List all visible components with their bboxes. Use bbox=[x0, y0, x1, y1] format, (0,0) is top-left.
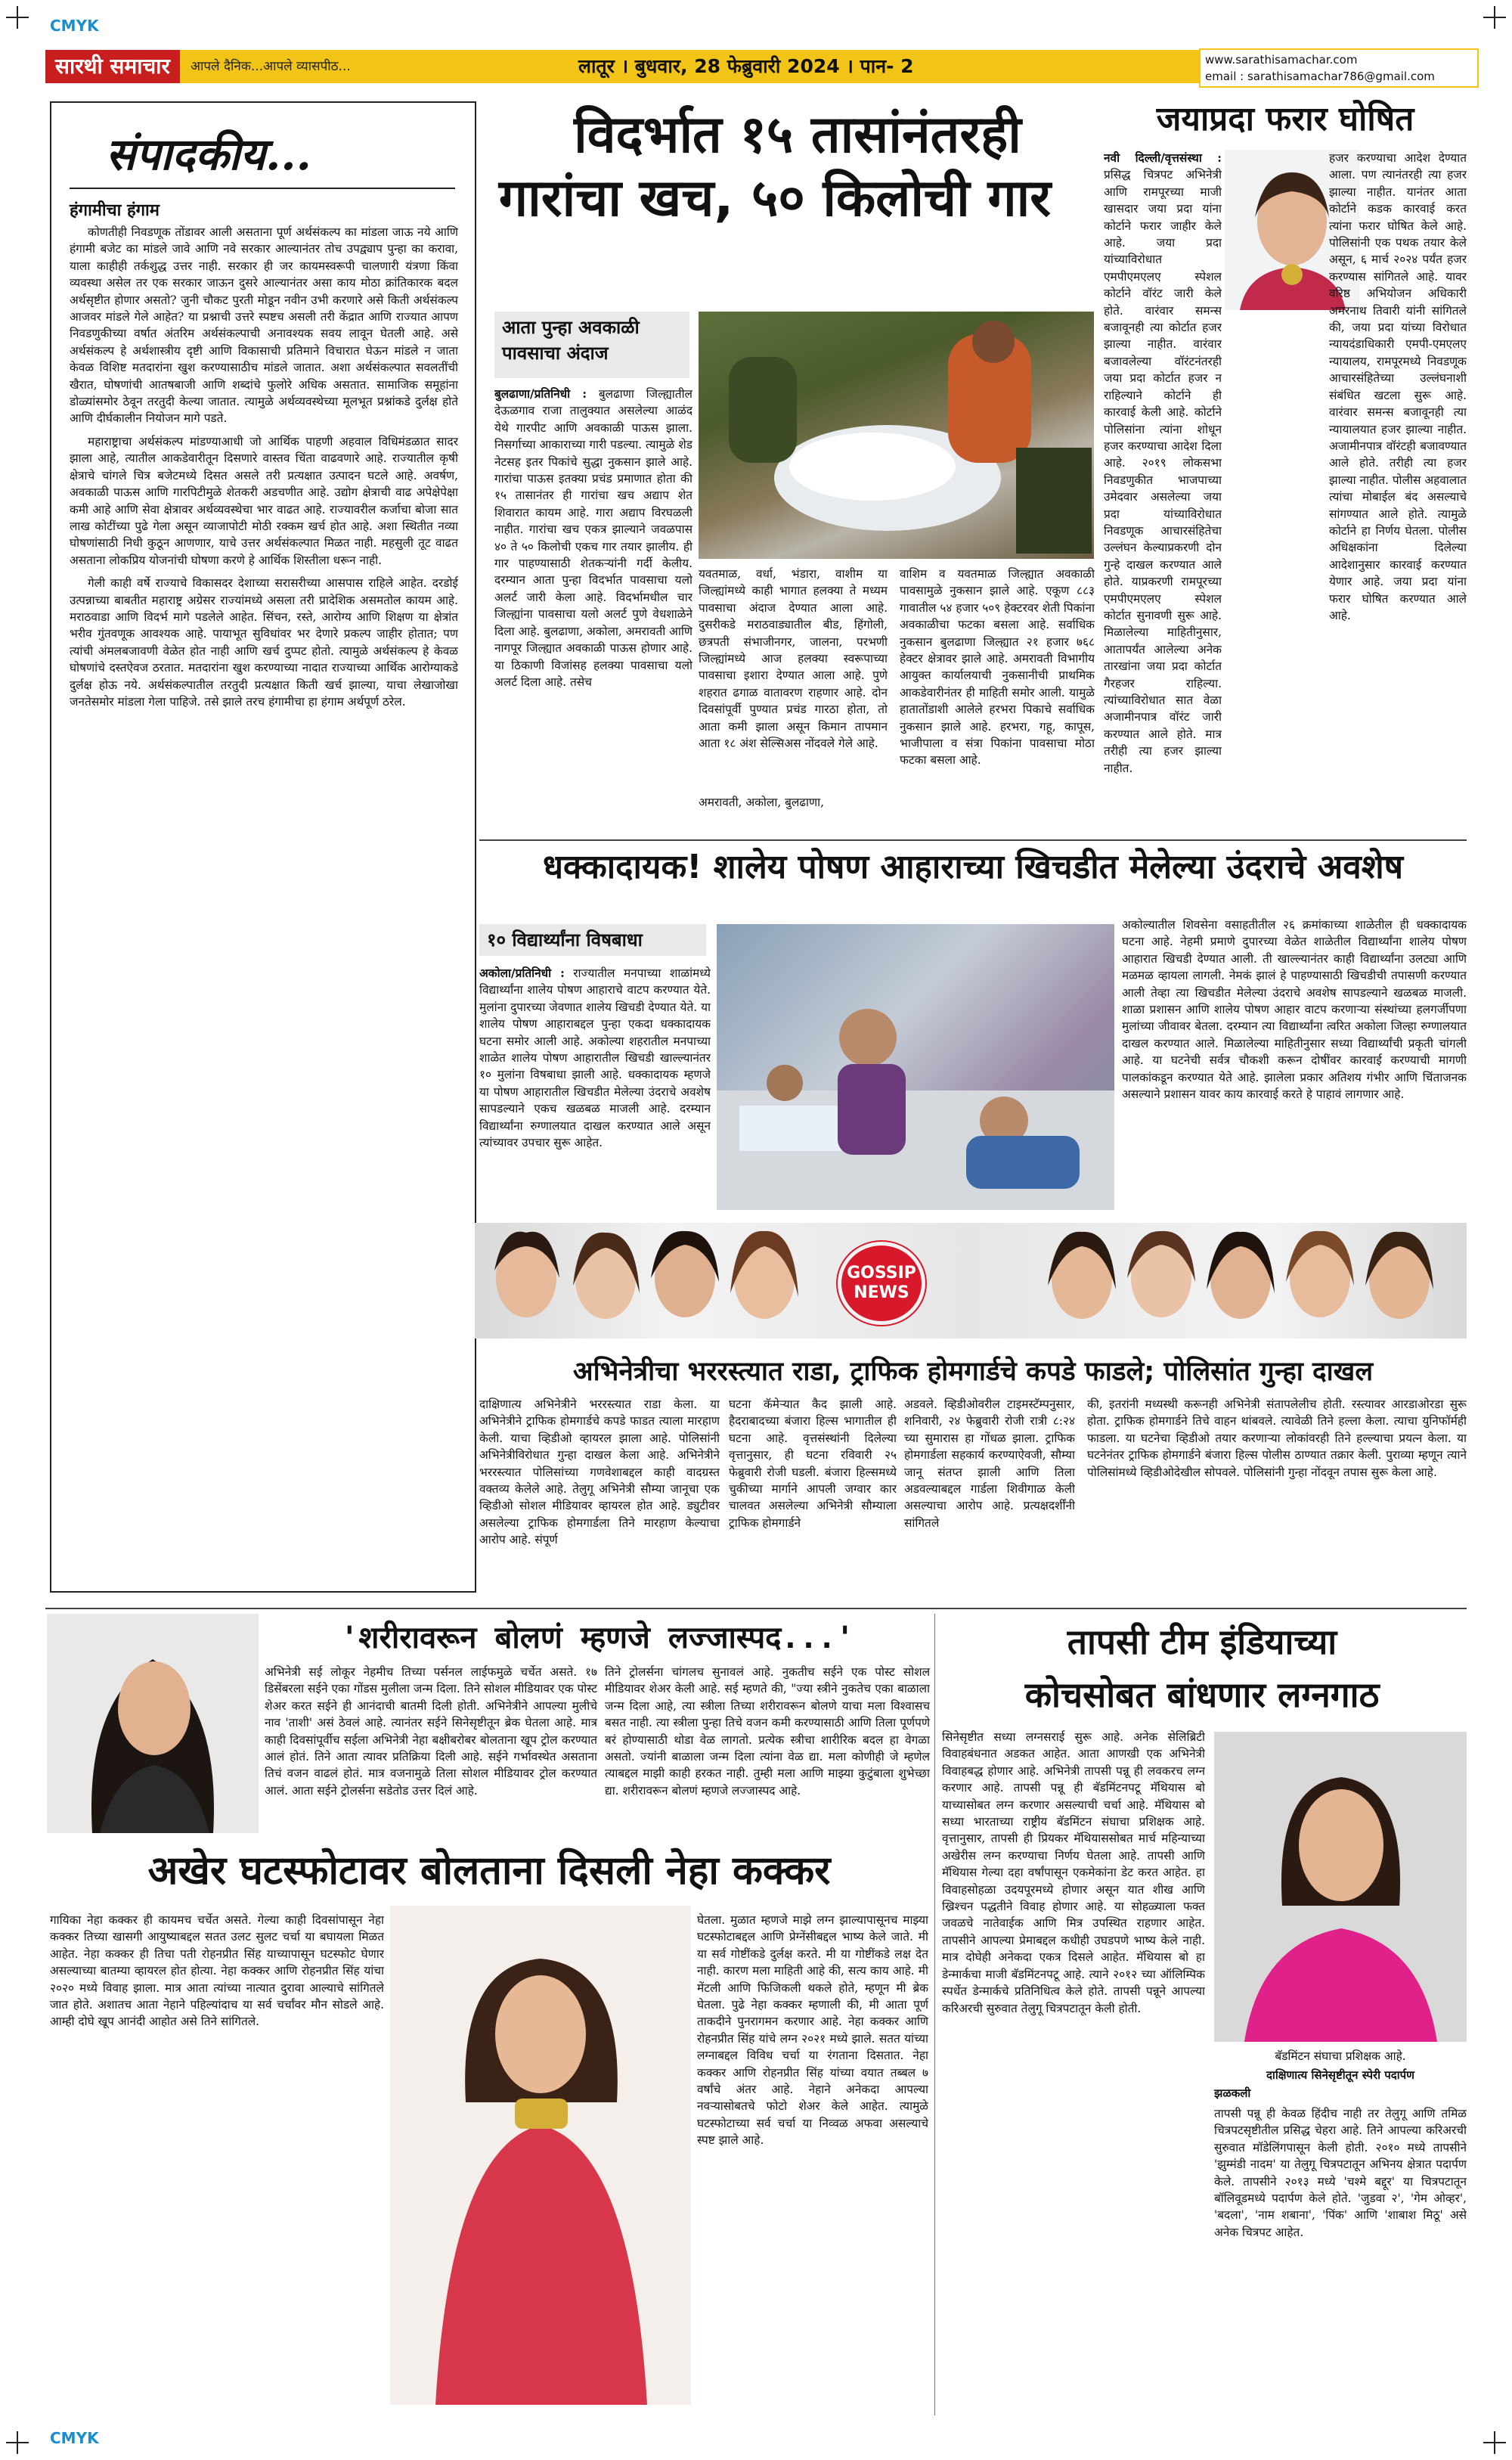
divider bbox=[45, 1608, 1467, 1609]
khichdi-photo bbox=[717, 924, 1114, 1210]
taapsee-headline-line1: तापसी टीम इंडियाच्या bbox=[1067, 1621, 1337, 1662]
hail-column-2 bbox=[699, 566, 888, 793]
jayaprada-headline: जयाप्रदा फरार घोषित bbox=[1156, 100, 1414, 138]
taapsee-text: तापसी पन्नू ही केवळ हिंदीच नाही तर तेलुगू आणि तमिळ चित्रपटसृष्टीतील प्रसिद्ध चेहरा आहे. तिने आपल्या करिअरची सुरुवात मॉडेलिंगपासून केली होती. २०१० मध्ये तापसीने 'झुम्मंडी नादम' या तेलुगू चित्रपटातून अभिनय क्षेत्रात पदार्पण केले. तापसीने २०१३ मध्ये 'चश्मे बद्दूर' या चित्रपटातून बॉलिवूडमध्ये पदार्पण केले होते. 'जुडवा २', 'गेम ओव्हर', 'बदला', 'नाम शबाना', 'पिंक' आणि 'शाबाश मिठू' असे अनेक चित्रपट आहेत. bbox=[1214, 2107, 1467, 2239]
registration-mark bbox=[1483, 2431, 1506, 2454]
khichdi-column-2 bbox=[1122, 917, 1467, 1216]
editorial-paragraph: गेली काही वर्षे राज्याचे विकासदर देशाच्या सरासरीच्या आसपास राहिले आहेत. दरडोई उत्पन्नाच्या बाबतीत महाराष्ट्र अग्रेसर राज्यांमध्ये असला तरी प्रादेशिक असमतोल कायम आहे. मराठवाडा आणि विदर्भ मागे पडलेले आहेत. सिंचन, रस्ते, आरोग्य आणि शिक्षण या क्षेत्रांत भरीव गुंतवणूक आवश्यक आहे. पायाभूत सुविधांवर भर देणारे प्रकल्प जाहीर होतात; पण त्यांची अंमलबजावणी वेळेत होत नाही आणि खर्च दुप्पट होतो. त्यामुळे अर्थसंकल्प हे केवळ घोषणांचे दस्तऐवज ठरतात. मतदारांना खुश करण्याच्या नादात राज्याच्या आर्थिक आरोग्याकडे दुर्लक्ष होऊ नये. अर्थसंकल्पातील तरतुदी प्रत्यक्षात किती खर्च झाल्या, याचा लेखाजोखा जनतेसमोर मांडला गेला पाहिजे. तसे झाले तरच हंगामीचा हा हंगाम अर्थपूर्ण ठरेल. bbox=[70, 576, 458, 709]
cmyk-label-top: CMYK bbox=[50, 17, 99, 35]
taapsee-text: सिनेसृष्टीत सध्या लग्नसराई सुरू आहे. अनेक सेलिब्रिटी विवाहबंधनात अडकत आहेत. आता आणखी एक अभिनेत्री विवाहबद्ध होणार आहे. अभिनेत्री तापसी पन्नू ही लवकरच लग्न करणार आहे. तापसी पन्नू ही बॅडमिंटनपटू मॅथियास बो याच्यासोबत लग्न करणार असल्याची चर्चा आहे. मॅथियास बो सध्या भारताच्या राष्ट्रीय बॅडमिंटन संघाचा प्रशिक्षक आहे. वृत्तानुसार, तापसी ही प्रियकर मॅथियाससोबत मार्च महिन्याच्या अखेरीस लग्न करण्याचा निर्णय घेतला आहे. तापसी आणि मॅथियास गेल्या दहा वर्षांपासून एकमेकांना डेट करत आहेत. हा विवाहसोहळा उदयपूरमध्ये होणार असून यात शीख आणि ख्रिश्चन पद्धतीने विवाह होणार आहे. या सोहळ्याला फक्त जवळचे नातेवाईक आणि मित्र उपस्थित राहणार आहेत. तापसीने आपल्या प्रेमाबद्दल कधीही उघडपणे भाष्य केले नाही. मात्र दोघेही अनेकदा एकत्र दिसले आहेत. मॅथियास बो हा डेन्मार्कचा माजी बॅडमिंटनपटू आहे. त्याने २०१२ च्या ऑलिम्पिक स्पर्धेत डेन्मार्कचे प्रतिनिधित्व केले होते. तापसी पन्नूने आपल्या करिअरची सुरुवात तेलुगू चित्रपटातून केली होती. bbox=[942, 1730, 1205, 2015]
gossip-news-badge bbox=[841, 1246, 922, 1321]
sai-headline: 'शरीरावरून बोलणं म्हणजे लज्जास्पद...' bbox=[340, 1621, 854, 1655]
taapsee-column-2 bbox=[1214, 2105, 1467, 2409]
jayaprada-text: प्रसिद्ध चित्रपट अभिनेत्री आणि रामपूरच्या माजी खासदार जया प्रदा यांना कोर्टाने फरार जाहीर केले आहे. जया प्रदा यांच्याविरोधात एमपीएमएलए स्पेशल कोर्टाने वॉरंट जारी केले होते. वारंवार समन्स बजावूनही त्या कोर्टात हजर झाल्या नाहीत. वारंवार बजावलेल्या वॉरंटनंतरही जया प्रदा कोर्टात हजर न राहिल्याने कोर्टाने ही कारवाई केली आहे. कोर्टाने पोलिसांना त्यांना शोधून हजर करण्याचा आदेश दिला आहे. २०१९ लोकसभा निवडणुकीत भाजपाच्या उमेदवार असलेल्या जया प्रदा यांच्याविरोधात निवडणूक आचारसंहितेचा उल्लंघन केल्याप्रकरणी दोन गुन्हे दाखल करण्यात आले होते. याप्रकरणी रामपूरच्या एमपीएमएलए स्पेशल कोर्टात सुनावणी सुरू आहे. मिळालेल्या माहितीनुसार, आतापर्यंत आलेल्या अनेक तारखांना जया प्रदा कोर्टात गैरहजर राहिल्या. त्यांच्याविरोधात सात वेळा अजामीनपात्र वॉरंट जारी करण्यात आले होते. मात्र तरीही त्या हजर झाल्या नाहीत. bbox=[1104, 168, 1222, 775]
taapsee-photo bbox=[1214, 1732, 1467, 2042]
actress-headline: अभिनेत्रीचा भररस्त्यात राडा, ट्राफिक होमगार्डचे कपडे फाडले; पोलिसांत गुन्हा दाखल bbox=[572, 1357, 1374, 1387]
hail-text: यवतमाळ, वर्धा, भंडारा, वाशीम या जिल्ह्यांमध्ये काही भागात हलक्या ते मध्यम पावसाचा अंदाज देण्यात आला आहे. दुसरीकडे मराठवाड्यातील बीड, हिंगोली, छत्रपती संभाजीनगर, जालना, परभणी जिल्ह्यांमध्ये आज हलक्या स्वरूपाच्या पावसाचा इशारा देण्यात आला आहे. पुणे शहरात ढगाळ वातावरण राहणार आहे. दोन दिवसांपूर्वी पुण्यात प्रचंड गारठा होता, तो आता कमी झाला असून किमान तापमान आता १८ अंश सेल्सिअस नोंदवले गेले आहे. bbox=[699, 567, 888, 751]
taapsee-column-1 bbox=[942, 1729, 1205, 2409]
khichdi-text: राज्यातील मनपाच्या शाळांमध्ये विद्यार्थ्यांना शालेय पोषण आहाराचे वाटप करण्यात येते. मुलांना दुपारच्या जेवणात शालेय खिचडी देण्यात येते. या शालेय पोषण आहाराबद्दल पुन्हा एकदा धक्कादायक घटना समोर आली आहे. अकोल्या शहरातील मनपाच्या शाळेत शालेय पोषण आहारातील खिचडी खाल्ल्यानंतर १० मुलांना विषबाधा झाली आहे. धक्कादायक म्हणजे या पोषण आहारातील खिचडीत मेलेल्या उंदराचे अवशेष सापडल्याने एकच खळबळ माजली आहे. दरम्यान विद्यार्थ्यांना रुग्णालयात दाखल करण्यात आले असून त्यांच्यावर उपचार सुरू आहेत. bbox=[479, 966, 711, 1150]
taapsee-headline-line2: कोचसोबत बांधणार लग्नगाठ bbox=[1024, 1674, 1380, 1715]
neha-text: घेतला. मुळात म्हणजे माझे लग्न झाल्यापासूनच माझ्या घटस्फोटाबद्दल आणि प्रेग्नेंसीबद्दल भाष्य केले जाते. मी या सर्व गोष्टींकडे दुर्लक्ष करते. मी या गोष्टींकडे लक्ष देत नाही. कारण मला माहिती आहे की, सत्य काय आहे. मी मेंटली आणि फिजिकली थकले होते, म्हणून मी ब्रेक घेतला. पुढे नेहा कक्कर म्हणाली की, मी आता पूर्ण ताकदीने पुनरागमन करणार आहे. नेहा कक्कर आणि रोहनप्रीत सिंह यांचे लग्न २०२१ मध्ये झाले. सतत यांच्या लग्नाबद्दल विविध चर्चा या रंगताना दिसतात. नेहा कक्कर आणि रोहनप्रीत सिंह यांच्या वयात तब्बल ७ वर्षांचे अंतर आहे. नेहाने अनेकदा आपल्या नवऱ्यासोबतचे फोटो शेअर केले आहेत. त्यामुळे घटस्फोटाच्या सर्व चर्चा या निव्वळ अफवा असल्याचे स्पष्ट झाले आहे. bbox=[697, 1913, 928, 2148]
khichdi-photo-illustration bbox=[717, 924, 1114, 1210]
actress-text: दाक्षिणात्य अभिनेत्रीने भररस्त्यात राडा केला. या अभिनेत्रीने ट्राफिक होमगार्डचे कपडे फाडत त्याला मारहाण केली. याचा व्हिडीओ व्हायरल झाला आहे. पोलिसांनी अभिनेत्रीविरोधात गुन्हा दाखल केला आहे. अभिनेत्रीने भररस्त्यात पोलिसांच्या गणवेशाबद्दल काही वादग्रस्त वक्तव्य केलेले आहे. तेलुगू अभिनेत्री सौम्या जानूचा एक व्हिडीओ सोशल मीडियावर व्हायरल होत आहे. ड्युटीवर असलेल्या ट्राफिक होमगार्डला तिने मारहाण केल्याचा आरोप आहे. संपूर्ण bbox=[479, 1398, 720, 1547]
sai-text: तिने ट्रोलर्सना चांगलच सुनावलं आहे. नुकतीच सईने एक पोस्ट सोशल मीडियावर शेअर केली आहे. सई म्हणते की, "ज्या स्त्रीने नुकतेच एका बाळाला जन्म दिला आहे, त्या स्त्रीला तिच्या शरीरावरून बोलणे याचा मला विश्वासच बसत नाही. त्या स्त्रीला पुन्हा तिचे वजन कमी करण्यासाठी आणि तिला पूर्णपणे बरं होण्यासाठी थोडा वेळ लागतो. प्रत्येक स्त्रीचा शारीरिक बदल हा वेगळा असतो. ज्यांनी बाळाला जन्म दिला त्यांना वेळ द्या. मला कोणीही जे म्हणेल त्याबद्दल माझी काही हरकत नाही. तुम्ही मला आणि माझ्या कुटुंबाला शुभेच्छा द्या. शरीरावरून बोलणं म्हणजे लज्जास्पद आहे. bbox=[605, 1665, 930, 1798]
actress-column-1 bbox=[479, 1396, 720, 1585]
taapsee-column2-head: दाक्षिणात्य सिनेसृष्टीतून स्पेरी पदार्पण bbox=[1266, 2068, 1415, 2082]
hail-text: वाशिम व यवतमाळ जिल्ह्यात अवकाळी पावसामुळे नुकसान झाले आहे. एकूण ८८३ गावातील ५४ हजार ५०९ हेक्टरवर शेती पिकांना अवकाळीचा फटका बसला आहे. सर्वाधिक नुकसान बुलढाणा जिल्ह्यात २१ हजार ७६८ हेक्टर क्षेत्रावर झाले आहे. अमरावती विभागीय आयुक्त कार्यालयाची नुकसानीची प्राथमिक आकडेवारीनंतर ही माहिती समोर आली. यामुळे हातातोंडाशी आलेले हरभरा पिकाचे सर्वाधिक नुकसान झाले आहे. हरभरा, गहू, कापूस, भाजीपाला व संत्रा पिकांना पावसाचा मोठा फटका बसला आहे. bbox=[900, 567, 1095, 768]
editorial-heading: हंगामीचा हंगाम bbox=[70, 201, 160, 220]
actress-text: घटना कॅमेऱ्यात कैद झाली आहे. हैदराबादच्या बंजारा हिल्स भागातील ही घटना आहे. वृत्तसंस्थांनी दिलेल्या वृत्तानुसार, ही घटना रविवारी २५ फेब्रुवारी रोजी घडली. बंजारा हिल्समध्ये चुकीच्या मार्गाने आपली जग्वार कार चालवत असलेल्या अभिनेत्री सौम्याला ट्राफिक होमगार्डने bbox=[729, 1398, 897, 1530]
neha-text: गायिका नेहा कक्कर ही कायमच चर्चेत असते. गेल्या काही दिवसांपासून नेहा कक्कर तिच्या खासगी आयुष्याबद्दल सतत उलट सुलट चर्चा या बघायला मिळत आहेत. नेहा कक्कर ही तिचा पती रोहनप्रीत सिंह याच्यापासून घटस्फोट घेणार असल्याच्या बातम्या व्हायरल होत होत्या. नेहा कक्कर आणि रोहनप्रीत सिंह यांचा २०२० मध्ये विवाह झाला. मात्र आता त्यांच्या नात्यात दुरावा आल्याचे सांगितले जात होते. अशातच आता नेहाने पहिल्यांदाच या सर्व चर्चांवर मौन सोडले आहे. आम्ही दोघे खूप आनंदी आहोत असे तिने सांगितले. bbox=[50, 1913, 384, 2029]
masthead-dateline: लातूर । बुधवार, 28 फेब्रुवारी 2024 । पान- 2 bbox=[578, 55, 914, 77]
hail-byline: बुलढाणा/प्रतिनिधी : bbox=[494, 387, 587, 401]
taapsee-column2-sub: झळकली bbox=[1214, 2086, 1251, 2100]
hail-headline-line2: गारांचा खच, ५० किलोची गार bbox=[498, 169, 1052, 228]
hail-subhead bbox=[494, 312, 689, 378]
actress-text: की, इतरांनी मध्यस्थी करूनही अभिनेत्री संतापलेलीच होती. रस्त्यावर आरडाओरडा सुरू होता. ट्राफिक होमगार्डने तिचे वाहन थांबवले. त्यावेळी तिने हल्ला केला. त्याचा युनिफॉर्मही फाडला. या घटनेचा व्हिडीओ तयार करणाऱ्या लोकांवरही तिने हल्ल्याचा प्रयत्न केला. या घटनेनंतर ट्राफिक होमगार्डने बंजारा हिल्स पोलीस ठाण्यात तक्रार केली. पुराव्या म्हणून त्याने पोलिसांमध्ये व्हिडीओदेखील सोपवले. पोलिसांनी गुन्हा नोंदवून तपास सुरू केला आहे. bbox=[1087, 1398, 1467, 1479]
khichdi-byline: अकोला/प्रतिनिधी : bbox=[479, 966, 565, 980]
editorial-paragraph: महाराष्ट्राचा अर्थसंकल्प मांडण्याआधी जो आर्थिक पाहणी अहवाल विधिमंडळात सादर झाला आहे, त्यातील आकडेवारीतून दिसणारे वास्तव चिंता वाढवणारे आहे. राज्यातील कृषी क्षेत्राचे चांगले चित्र बजेटमध्ये दिसत असले तरी प्रत्यक्षात उत्पादन घटले आहे. अवर्षण, अवकाळी पाऊस आणि गारपिटीमुळे शेतकरी अडचणीत आहे. उद्योग क्षेत्राची वाढ अपेक्षेपेक्षा कमी आहे आणि सेवा क्षेत्रावर अर्थव्यवस्थेचा भार वाढत आहे. राज्यावरील कर्जाचा बोजा सात लाख कोटींच्या पुढे गेला असून व्याजापोटी मोठी रक्कम खर्च होत आहे. अशा स्थितीत नव्या घोषणांसाठी निधी कुठून आणणार, याचे उत्तर अर्थसंकल्पात मिळत नाही. महसुली तूट वाढत असताना लोकप्रिय योजनांची घोषणा करणे हे आर्थिक शिस्तीला धरून नाही. bbox=[70, 434, 458, 567]
cmyk-label-bottom: CMYK bbox=[50, 2429, 99, 2447]
jayaprada-column-1 bbox=[1104, 150, 1222, 808]
registration-mark bbox=[6, 6, 29, 29]
editorial-title: संपादकीय... bbox=[106, 129, 311, 180]
divider bbox=[479, 839, 1467, 841]
hail-photo bbox=[699, 312, 1094, 559]
sai-column-1 bbox=[265, 1664, 597, 1842]
registration-mark bbox=[6, 2431, 29, 2454]
neha-column-2 bbox=[697, 1912, 928, 2415]
hail-photo-illustration bbox=[699, 312, 1094, 559]
neha-portrait bbox=[390, 1906, 691, 2405]
jayaprada-text: हजर करण्याचा आदेश देण्यात आला. पण त्यानंतरही त्या हजर झाल्या नाहीत. यानंतर आता कोर्टाने कडक कारवाई करत त्यांना फरार घोषित केले आहे. पोलिसांनी एक पथक तयार केले असून, ६ मार्च २०२४ पर्यंत हजर करण्यास सांगितले आहे. यावर वरिष्ठ अभियोजन अधिकारी अमरनाथ तिवारी यांनी सांगितले की, जया प्रदा यांच्या विरोधात न्यायदंडाधिकारी एमपी-एमएलए न्यायालय, रामपूरमध्ये निवडणूक आचारसंहितेच्या उल्लंघनाशी संबंधित खटला सुरू आहे. वारंवार समन्स बजावूनही त्या न्यायालयात हजर झाल्या नाहीत. अजामीनपात्र वॉरंटही बजावण्यात आले होते. तरीही त्या हजर झाल्या नाहीत. पोलीस अहवालात त्यांचा मोबाईल बंद असल्याचे सांगण्यात आले होते. त्यामुळे कोर्टाने हा निर्णय घेतला. पोलीस अधिक्षकांना दिलेल्या आदेशानुसार कारवाई करण्यात येणार आहे. जया प्रदा यांना फरार घोषित करण्यात आले आहे. bbox=[1329, 151, 1467, 622]
sai-column-2 bbox=[605, 1664, 930, 1842]
email-link[interactable]: email : sarathisamachar786@gmail.com bbox=[1205, 70, 1435, 83]
hail-text: बुलढाणा जिल्ह्यातील देऊळगाव राजा तालुक्यात असलेल्या आळंद येथे गारपीट आणि अवकाळी पाऊस झाला. निसर्गाच्या आकाराच्या गारी पडल्या. त्यामुळे शेड नेटसह इतर पिकांचे सुद्धा नुकसान झाले आहे. गारांचा पाऊस इतक्या प्रचंड प्रमाणात होता की १५ तासानंतर ही गारांचा खच अद्याप शेत शिवारात कायम आहे. गारा अद्याप विरघळली नाहीत. गारांचा खच एकत्र झाल्याने जवळपास ४० ते ५० किलोची एकच गार तयार झालीय. ही गार पाहण्यासाठी शेतकऱ्यांनी गर्दी केलीय. दरम्यान आता पुन्हा विदर्भात पावसाचा यलो अलर्ट जारी केला आहे. विदर्भामधील चार जिल्ह्यांना पावसाचा यलो अलर्ट पुणे वेधशाळेने दिला आहे. बुलढाणा, अकोला, अमरावती आणि नागपूर जिल्ह्यात अवकाळी पाऊस होणार आहे. या ठिकाणी विजांसह हलक्या पावसाचा यलो अलर्ट दिला आहे. तसेच bbox=[494, 387, 692, 689]
gossip-badge-line2: NEWS bbox=[854, 1283, 909, 1302]
actress-column-4 bbox=[1087, 1396, 1467, 1585]
hail-subhead-line2: पावसाचा अंदाज bbox=[502, 343, 609, 364]
divider bbox=[70, 188, 455, 189]
neha-headline: अखेर घटस्फोटावर बोलताना दिसली नेहा कक्कर bbox=[147, 1848, 831, 1894]
divider bbox=[934, 1614, 935, 2415]
editorial-body bbox=[70, 224, 458, 1577]
jayaprada-column-2 bbox=[1329, 150, 1467, 808]
khichdi-headline: धक्कादायक! शालेय पोषण आहाराच्या खिचडीत मेलेल्या उंदराचे अवशेष bbox=[542, 848, 1404, 886]
neha-column-1 bbox=[50, 1912, 384, 2415]
taapsee-portrait bbox=[1214, 1732, 1467, 2042]
sai-photo bbox=[47, 1614, 259, 1833]
hail-subhead-line1: आता पुन्हा अवकाळी bbox=[502, 317, 640, 338]
registration-mark bbox=[1483, 6, 1506, 29]
taapsee-photo-caption: बॅडमिंटन संघाचा प्रशिक्षक आहे. bbox=[1275, 2049, 1406, 2063]
hail-column-2-tail: अमरावती, अकोला, बुलढाणा, bbox=[699, 796, 824, 809]
masthead-contacts bbox=[1199, 48, 1479, 88]
jayaprada-byline: नवी दिल्ली/वृत्तसंस्था : bbox=[1104, 151, 1222, 165]
masthead-tagline: आपले दैनिक...आपले व्यासपीठ... bbox=[191, 59, 351, 74]
neha-photo bbox=[390, 1906, 691, 2405]
gossip-faces-strip bbox=[481, 1225, 1464, 1337]
hail-headline-line1: विदर्भात १५ तासांनंतरही bbox=[574, 105, 1021, 165]
khichdi-text: अकोल्यातील शिवसेना वसाहतीतील २६ क्रमांकाच्या शाळेतील ही धक्कादायक घटना आहे. नेहमी प्रमाणे दुपारच्या वेळेत शाळेतील विद्यार्थ्यांना शालेय पोषण आहारात खिचडी देण्यात आली. ती खाल्ल्यानंतर काही विद्यार्थ्यांना उलट्या आणि मळमळ व्हायला लागली. नेमकं झालं हे पाहण्यासाठी खिचडीची तपासणी करण्यात आली तेव्हा त्या खिचडीत मेलेल्या उंदराचे अवशेष सापडल्याने खळबळ माजली. शाळा प्रशासन आणि शालेय पोषण आहार वाटप करणाऱ्या संस्थांच्या हलगर्जीपणा मुलांच्या जीवावर बेतला. दरम्यान त्या विद्यार्थ्यांना त्वरित अकोला जिल्हा रुग्णालयात दाखल करण्यात आले. मिळालेल्या माहितीनुसार सध्या विद्यार्थ्यांची प्रकृती चांगली आहे. या घटनेची सर्वत्र चौकशी करून दोषींवर कारवाई करण्याची मागणी पालकांकडून करण्यात येते आहे. झालेला प्रकार अतिशय गंभीर आणि चिंताजनक असल्याने प्रशासन यावर काय कारवाई करते हे पाहावं लागणार आहे. bbox=[1122, 918, 1467, 1102]
khichdi-subhead: १० विद्यार्थ्यांना विषबाधा bbox=[479, 924, 706, 956]
hail-column-3 bbox=[900, 566, 1095, 811]
sai-portrait bbox=[47, 1614, 259, 1833]
hail-column-1 bbox=[494, 386, 692, 794]
actress-text: अडवले. व्हिडीओवरील टाइमस्टॅम्पनुसार, शनिवारी, २४ फेब्रुवारी रोजी रात्री ८:२४ च्या सुमारास हा गोंधळ झाला. ट्राफिक होमगार्डला सहकार्य करण्याऐवजी, सौम्या जानू संतप्त झाली आणि तिला अडवल्याबद्दल गार्डला शिवीगाळ केली असल्याचा आरोप आहे. प्रत्यक्षदर्शींनी सांगितले bbox=[904, 1398, 1075, 1530]
newspaper-logo: सारथी समाचार bbox=[45, 50, 180, 83]
actress-column-2 bbox=[729, 1396, 897, 1585]
gossip-badge-line1: GOSSIP bbox=[847, 1264, 916, 1283]
actress-column-3 bbox=[904, 1396, 1075, 1585]
sai-text: अभिनेत्री सई लोकूर नेहमीच तिच्या पर्सनल लाईफमुळे चर्चेत असते. १७ डिसेंबरला सईने एका गोंडस मुलीला जन्म दिला. तिने सोशल मीडियावर एक पोस्ट शेअर करत सईने ही आनंदाची बातमी दिली होती. अभिनेत्रीने आपल्या मुलीचे नाव 'ताशी' असं ठेवलं आहे. त्यानंतर सईने सिनेसृष्टीतून ब्रेक घेतला आहे. मात्र काही दिवसांपूर्वीच सईला अभिनेत्री नेहा बक्षीबरोबर बोलताना खूप ट्रोल करण्यात आलं होतं. तिने आता त्यावर प्रतिक्रिया दिली आहे. सईने गर्भावस्थेत असताना तिचं वजन वाढलं होतं. मात्र वजनामुळे तिला सोशल मीडियावर ट्रोल करण्यात आलं. आता सईने ट्रोलर्सना सडेतोड उत्तर दिलं आहे. bbox=[265, 1665, 597, 1798]
website-link[interactable]: www.sarathisamachar.com bbox=[1205, 53, 1358, 67]
editorial-paragraph: कोणतीही निवडणूक तोंडावर आली असताना पूर्ण अर्थसंकल्प का मांडला जाऊ नये आणि हंगामी बजेट का मांडले जावे आणि नवे सरकार आल्यानंतर तोच उपद्व्याप पुन्हा का करावा, याला काहीही तर्कशुद्ध उत्तर नाही. सरकार ही जर कायमस्वरूपी चालणारी यंत्रणा किंवा व्यवस्था असेल तर एक सरकार जाऊन दुसरे आल्यानंतर असा काय मोठा क्रांतिकारक बदल अर्थसृष्टीत होणार असतो? जुनी चौकट पुरती मोडून नवीन उभी करणारे असे किती अर्थसंकल्प आजवर मांडले गेले आहेत? या प्रश्नाची उत्तरे स्पष्टच असली तरी केंद्रात आणि राज्यात आपण निवडणुकीच्या वर्षात अंतरिम अर्थसंकल्पाची अनावश्यक सवय लावून घेतली आहे. असे अर्थसंकल्प हे अर्थशास्त्रीय दृष्टी आणि विकासाची प्रतिमाने विचारात घेऊन मांडले न जाता केवळ विशिष्ट मतदारांना खुश करण्यासाठीच मांडले जातात. अशा अर्थसंकल्पात सवलतींची खैरात, घोषणांची आतषबाजी आणि शब्दांचे फुलोरे अधिक असतात. सामाजिक समूहांना डोळ्यांसमोर ठेवून तरतुदी केल्या जातात. त्यामुळे अर्थव्यवस्थेच्या मूलभूत प्रश्नांकडे दुर्लक्ष होते आणि दीर्घकालीन नियोजन मागे पडते. bbox=[70, 225, 458, 426]
khichdi-column-1 bbox=[479, 965, 711, 1214]
